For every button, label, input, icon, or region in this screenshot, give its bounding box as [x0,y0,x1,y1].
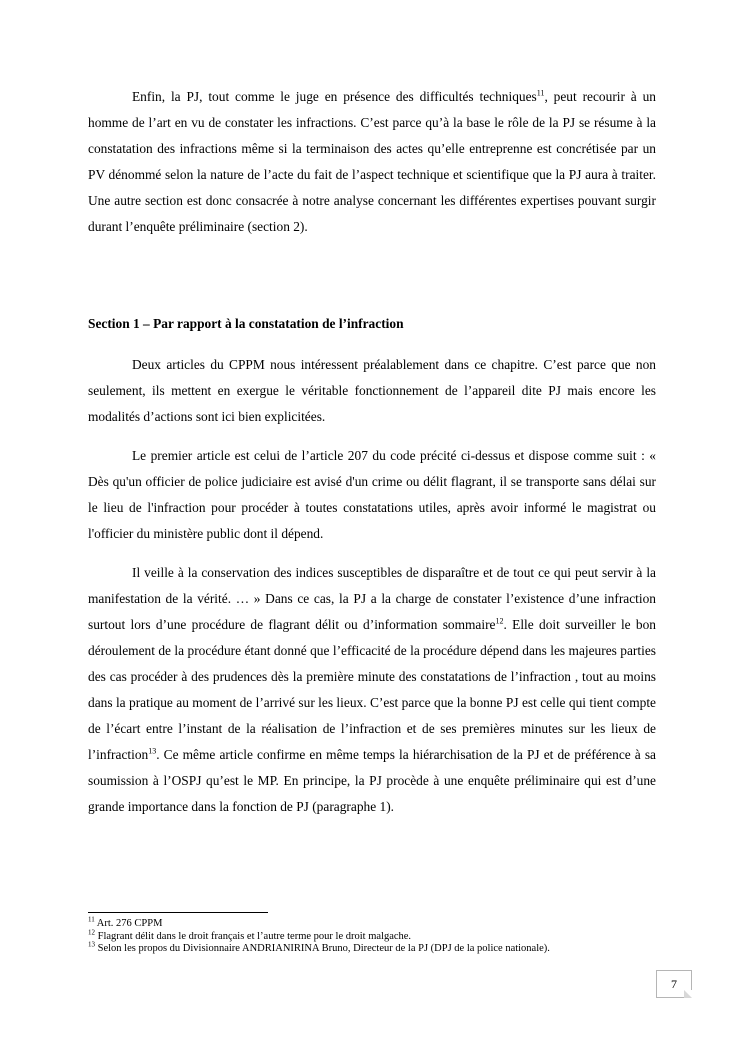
footnote-ref-12[interactable]: 12 [495,616,504,626]
footnote-ref-11[interactable]: 11 [536,88,545,98]
footnotes [88,915,688,956]
paragraph-3: Le premier article est celui de l’article 207 du code précité ci-dessus et dispose comme suit : « Dès qu'un officier de police judiciaire est avisé d'un crime ou délit flagrant, il se transporte sans délai sur le lieu de l'infraction pour procéder à toutes constatations utiles, après avoir informé le magistrat ou l'officier du ministère public dont il dépend. [88,448,656,541]
footnote-12 [88,928,688,944]
intro-block [88,84,656,240]
page-number: 7 [656,970,692,998]
intro-text-a: Enfin, la PJ, tout comme le juge en présence des difficultés techniques [132,89,537,104]
footnote-number: 13 [88,940,95,949]
p4-text-a: Il veille à la conservation des indices susceptibles de disparaître et de tout ce qui peut servir à la manifestation de la vérité. … » Dans ce cas, la PJ a la charge de constater l’existence d’une infraction surtout lors d’une procédure de flagrant délit ou d’information sommaire [88,565,656,632]
footnote-ref-13[interactable]: 13 [148,746,157,756]
paragraph-4 [88,560,656,820]
paragraph-2: Deux articles du CPPM nous intéressent préalablement dans ce chapitre. C’est parce que non seulement, ils mettent en exergue le véritable fonctionnement de l’appareil dite PJ mais encore les modalités d’actions sont ici bien explicitées. [88,357,656,424]
footnote-number: 11 [88,915,95,924]
footnote-text: Selon les propos du Divisionnaire ANDRIANIRINA Bruno, Directeur de la PJ (DPJ de la police nationale). [95,943,550,954]
footnote-text: Art. 276 CPPM [94,918,163,929]
p4-text-c: . Ce même article confirme en même temps la hiérarchisation de la PJ et de préférence à sa soumission à l’OSPJ qu’est le MP. En principe, la PJ procède à une enquête préliminaire qui est d’une grande importance dans la fonction de PJ (paragraphe 1). [88,747,656,814]
footnote-13 [88,940,688,956]
footnote-separator [88,912,268,913]
footnote-text: Flagrant délit dans le droit français et l’autre terme pour le droit malgache. [95,930,412,942]
footnote-number: 12 [88,928,95,936]
section-body [88,352,656,820]
intro-paragraph [88,84,656,240]
footnote-11 [88,915,688,931]
intro-text-b: , peut recourir à un homme de l’art en vu de constater les infractions. C’est parce qu’à la base le rôle de la PJ se résume à la constatation des infractions même si la terminaison des actes qu’elle entreprenne est concrétisée par un PV dénommé selon la nature de l’acte du fait de l’aspect technique et scientifique que la PJ aura à traiter. Une autre section est donc consacrée à notre analyse concernant les différentes expertises pouvant surgir durant l’enquête préliminaire (section 2). [88,89,656,234]
section-title: Section 1 – Par rapport à la constatation de l’infraction [88,316,404,331]
p4-text-b: . Elle doit surveiller le bon déroulement de la procédure étant donné que l’efficacité de la procédure dépend dans les majeures parties des cas procéder à des prudences dès la première minute des constatations de l’infraction , tout au moins dans la pratique au moment de l’arrivé sur les lieux. C’est parce que la bonne PJ est celle qui tient compte de l’écart entre l’instant de la réalisation de l’infraction et de ses premières minutes sur les lieux de l’infraction [88,617,656,762]
